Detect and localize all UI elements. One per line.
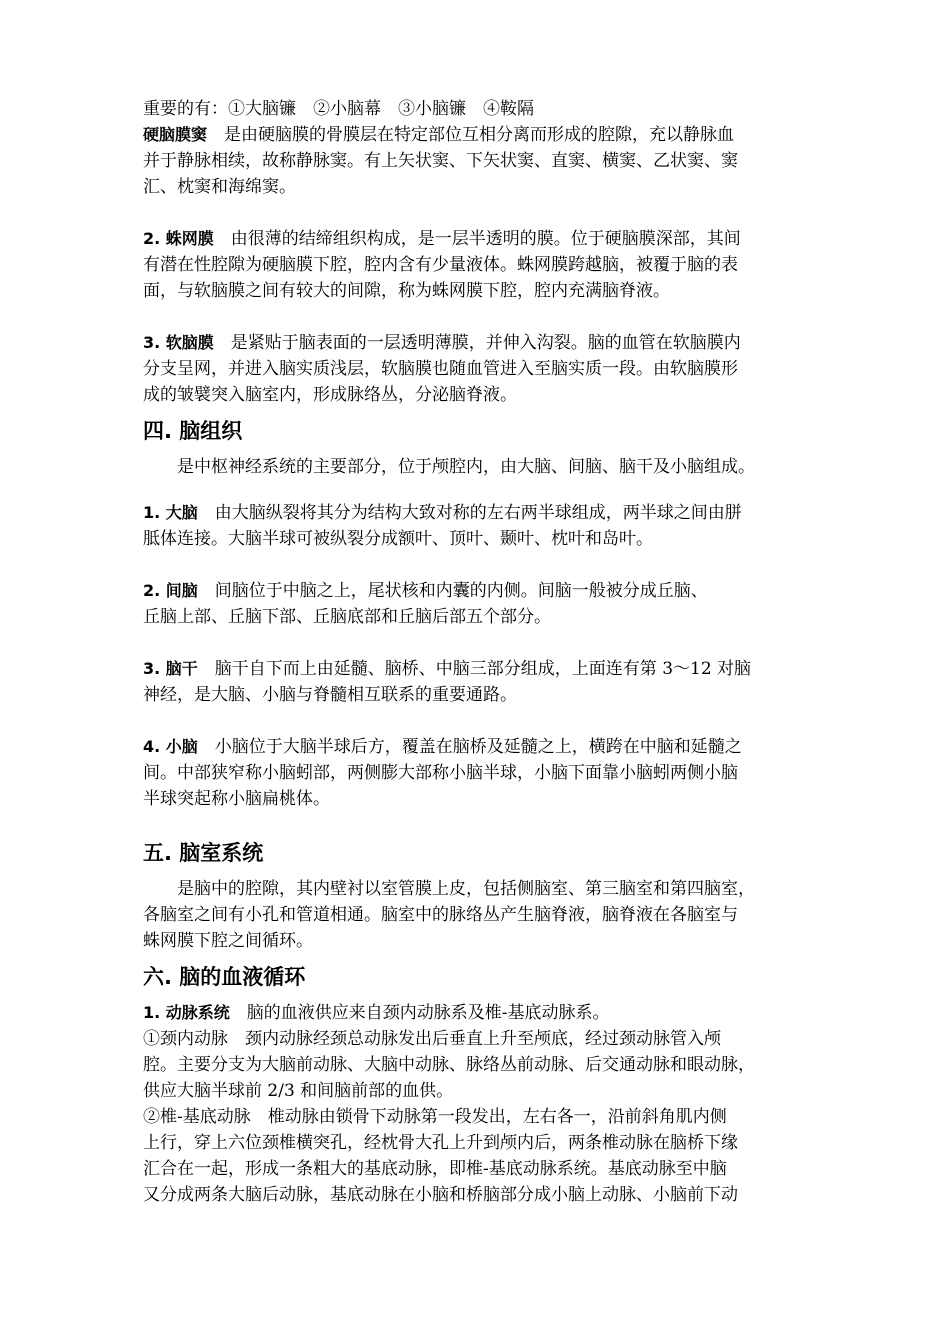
arachnoid-paragraph [143, 226, 813, 304]
text-line: 小脑位于大脑半球后方，覆盖在脑桥及延髓之上，横跨在中脑和延髓之 [214, 737, 742, 757]
text-line: 腔。主要分支为大脑前动脉、大脑中动脉、脉络丛前动脉、后交通动脉和眼动脉， [143, 1055, 755, 1075]
text-line: 胝体连接。大脑半球可被纵裂分成额叶、顶叶、颞叶、枕叶和岛叶。 [143, 529, 653, 549]
section-4-heading: 四. 脑组织 [143, 419, 243, 443]
arachnoid-term: 2. 蛛网膜 [143, 229, 214, 248]
document-page [143, 96, 813, 1208]
text-line: 又分成两条大脑后动脉，基底动脉在小脑和桥脑部分成小脑上动脉、小脑前下动 [143, 1185, 738, 1205]
text-line: 椎动脉由锁骨下动脉第一段发出，左右各一，沿前斜角肌内侧 [267, 1107, 727, 1127]
text-line: 上行，穿上六位颈椎横突孔，经枕骨大孔上升到颅内后，两条椎动脉在脑桥下缘 [143, 1133, 738, 1153]
cerebellum-paragraph [143, 734, 813, 812]
text-line: 神经，是大脑、小脑与脊髓相互联系的重要通路。 [143, 685, 517, 705]
brainstem-term: 3. 脑干 [143, 659, 198, 678]
text-line: 各脑室之间有小孔和管道相通。脑室中的脉络丛产生脑脊液，脑脊液在各脑室与 [143, 905, 738, 925]
text-line: 是由硬脑膜的骨膜层在特定部位互相分离而形成的腔隙，充以静脉血 [224, 125, 735, 145]
text-line: 半球突起称小脑扁桃体。 [143, 789, 330, 809]
blood-supply-paragraph [143, 1000, 813, 1208]
text-line: 分支呈网，并进入脑实质浅层，软脑膜也随血管进入至脑实质一段。由软脑膜形 [143, 359, 738, 379]
text-line: 颈内动脉经颈总动脉发出后垂直上升至颅底，经过颈动脉管入颅 [245, 1029, 721, 1049]
text-line: 有潜在性腔隙为硬脑膜下腔，腔内含有少量液体。蛛网膜跨越脑，被覆于脑的表 [143, 255, 738, 275]
ventricle-paragraph [143, 876, 813, 954]
cerebrum-paragraph [143, 500, 813, 552]
vb-term: ②椎-基底动脉 [143, 1107, 251, 1127]
cerebellum-term: 4. 小脑 [143, 737, 198, 756]
text-line: 由很薄的结缔组织构成，是一层半透明的膜。位于硬脑膜深部，其间 [230, 229, 741, 249]
dura-folds-line: 重要的有：①大脑镰 ②小脑幕 ③小脑镰 ④鞍隔 [143, 99, 534, 119]
diencephalon-paragraph [143, 578, 813, 630]
brainstem-paragraph [143, 656, 813, 708]
section-6-heading: 六. 脑的血液循环 [143, 965, 306, 989]
text-line: 脑干自下而上由延髓、脑桥、中脑三部分组成，上面连有第 3～12 对脑 [214, 659, 752, 679]
pia-paragraph [143, 330, 813, 408]
text-line: 是紧贴于脑表面的一层透明薄膜，并伸入沟裂。脑的血管在软脑膜内 [230, 333, 741, 353]
dural-sinus-term: 硬脑膜窦 [143, 125, 208, 144]
ica-term: ①颈内动脉 [143, 1029, 228, 1049]
text-line: 间。中部狭窄称小脑蚓部，两侧膨大部称小脑半球，小脑下面靠小脑蚓两侧小脑 [143, 763, 738, 783]
text-line: 蛛网膜下腔之间循环。 [143, 931, 313, 951]
dural-sinus-paragraph [143, 122, 813, 200]
text-line: 成的皱襞突入脑室内，形成脉络丛，分泌脑脊液。 [143, 385, 517, 405]
text-line: 汇合在一起，形成一条粗大的基底动脉，即椎-基底动脉系统。基底动脉至中脑 [143, 1159, 727, 1179]
text-line: 是脑中的腔隙，其内壁衬以室管膜上皮，包括侧脑室、第三脑室和第四脑室， [177, 879, 755, 899]
text-line: 间脑位于中脑之上，尾状核和内囊的内侧。间脑一般被分成丘脑、 [214, 581, 708, 601]
arterial-system-term: 1. 动脉系统 [143, 1003, 230, 1022]
cerebrum-term: 1. 大脑 [143, 503, 198, 522]
section-4-intro: 是中枢神经系统的主要部分，位于颅腔内，由大脑、间脑、脑干及小脑组成。 [177, 457, 755, 477]
text-line: 并于静脉相续，故称静脉窦。有上矢状窦、下矢状窦、直窦、横窦、乙状窦、窦 [143, 151, 738, 171]
section-5-heading: 五. 脑室系统 [143, 841, 264, 865]
text-line: 面，与软脑膜之间有较大的间隙，称为蛛网膜下腔，腔内充满脑脊液。 [143, 281, 670, 301]
diencephalon-term: 2. 间脑 [143, 581, 198, 600]
text-line: 汇、枕窦和海绵窦。 [143, 177, 296, 197]
text-line: 由大脑纵裂将其分为结构大致对称的左右两半球组成，两半球之间由胼 [214, 503, 742, 523]
text-line: 脑的血液供应来自颈内动脉系及椎-基底动脉系。 [246, 1003, 610, 1023]
text-line: 供应大脑半球前 2/3 和间脑前部的血供。 [143, 1081, 454, 1101]
text-line: 丘脑上部、丘脑下部、丘脑底部和丘脑后部五个部分。 [143, 607, 551, 627]
pia-term: 3. 软脑膜 [143, 333, 214, 352]
